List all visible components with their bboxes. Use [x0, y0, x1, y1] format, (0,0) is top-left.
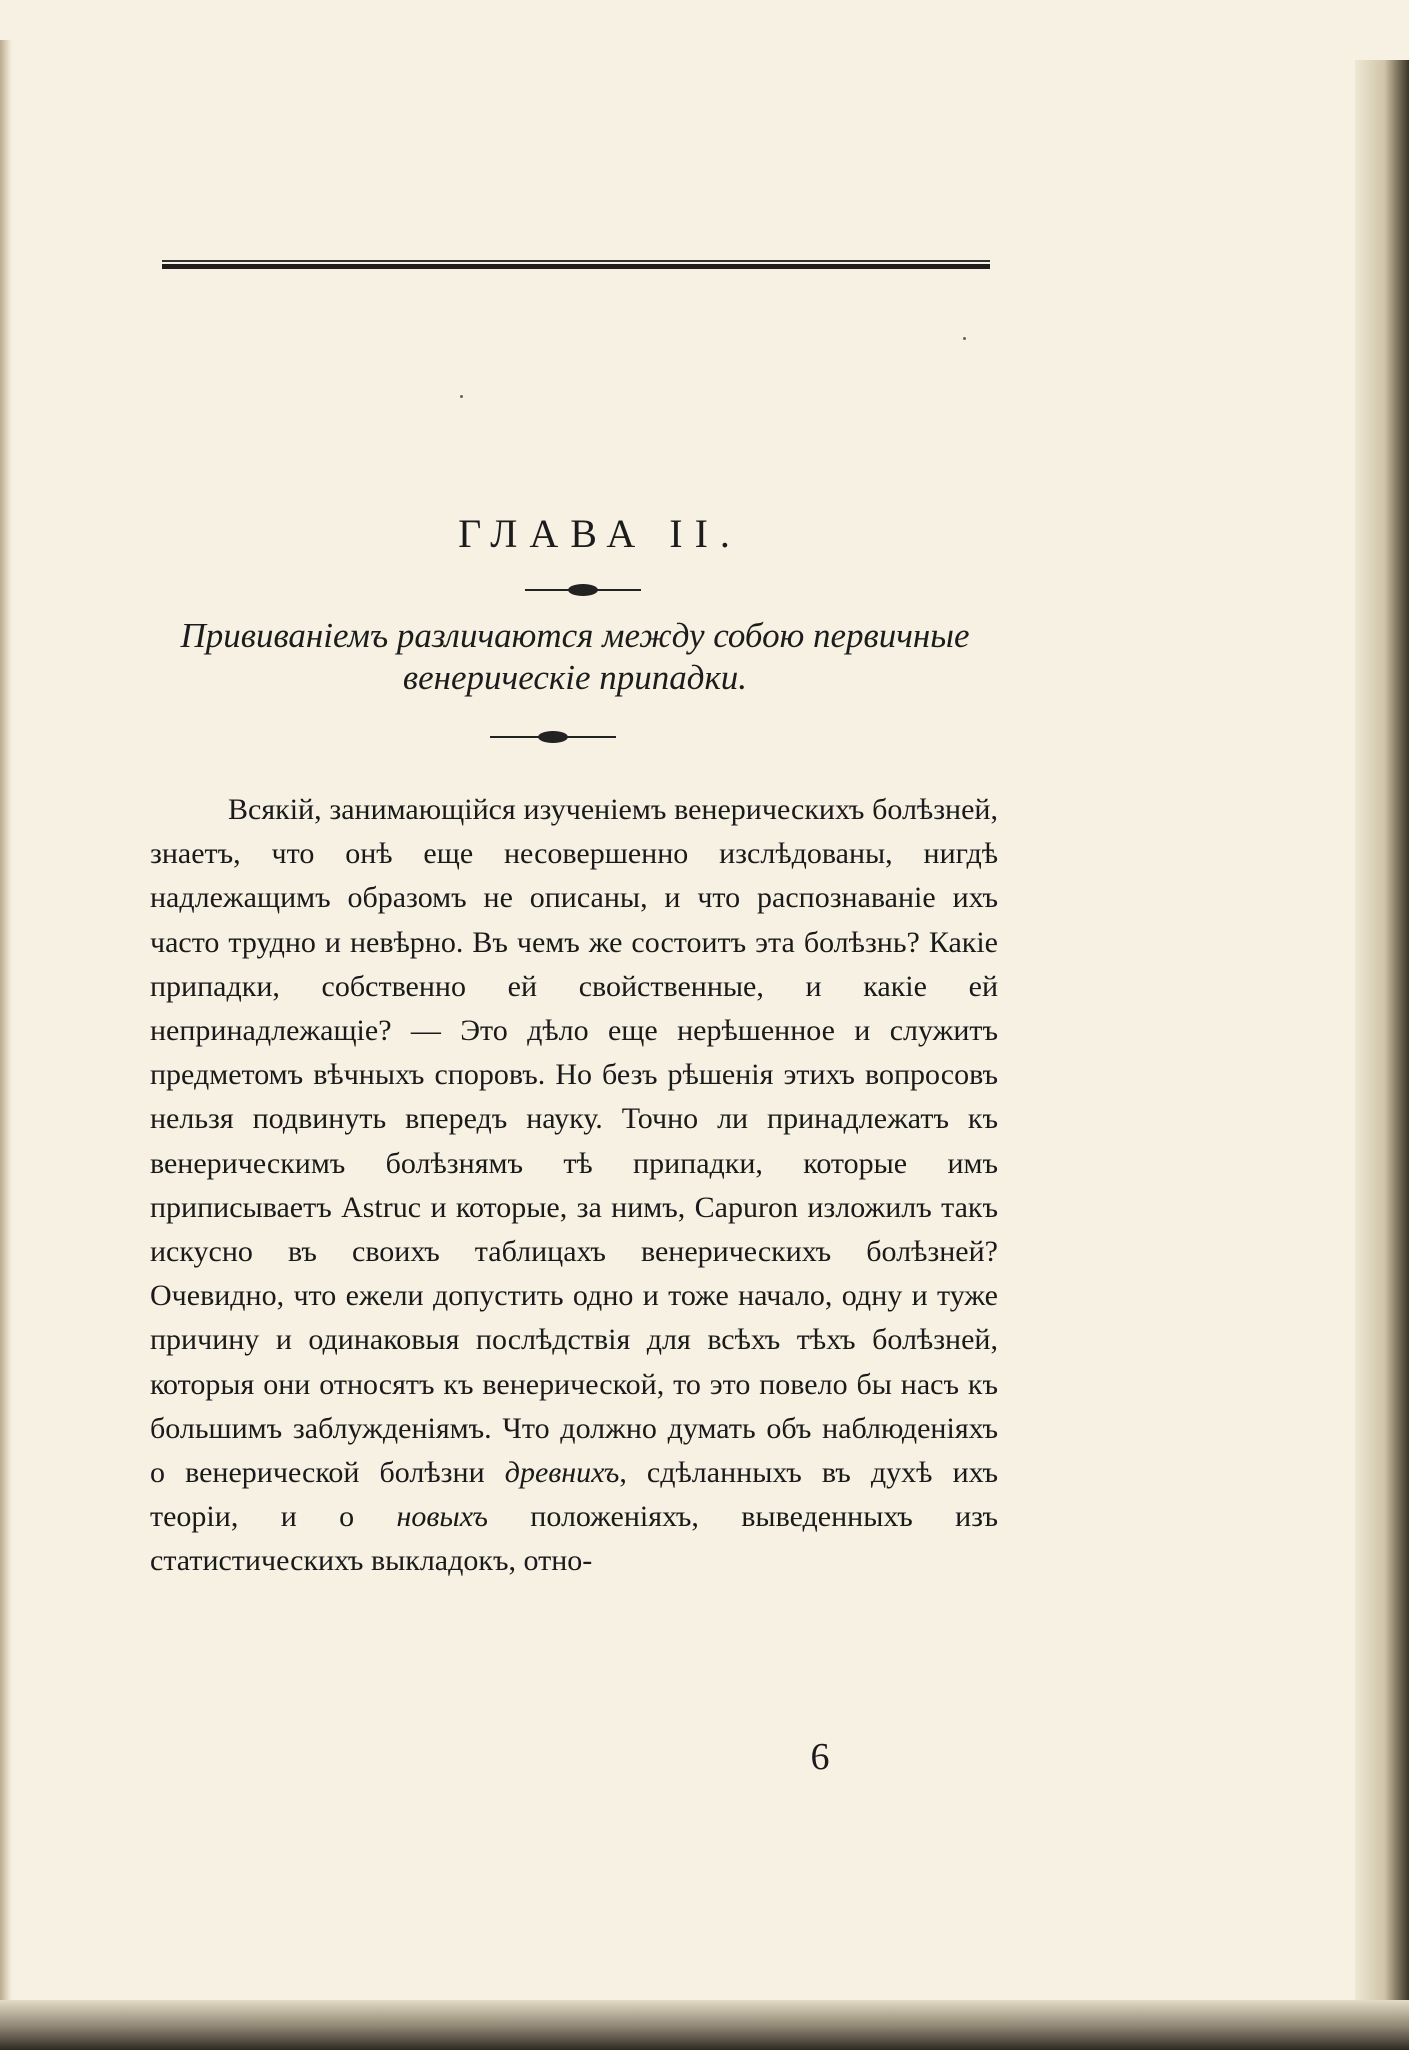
ornament-divider-top [525, 587, 641, 593]
rule-thick-line [162, 264, 990, 269]
italic-term-ancient: древнихъ [504, 1456, 620, 1490]
body-text-segment: положеніяхъ, выведенныхъ изъ статистическихъ выкладокъ, отно- [150, 1500, 999, 1578]
header-double-rule [162, 260, 990, 270]
page-number: 6 [810, 1736, 830, 1778]
rule-thin-line [162, 260, 990, 262]
print-speck [963, 337, 966, 340]
print-speck [460, 395, 463, 398]
body-text-segment: , сдѣланныхъ въ духѣ ихъ теоріи, и о [150, 1456, 999, 1534]
ornament-knot [568, 584, 598, 596]
body-paragraph [150, 788, 998, 1584]
ornament-knot [538, 731, 568, 743]
chapter-title: ГЛАВА II. [458, 511, 742, 556]
page-bottom-edge [0, 2000, 1409, 2050]
page-left-edge [0, 40, 12, 2000]
ornament-divider-bottom [490, 734, 616, 740]
page-binding-shadow [1355, 60, 1409, 2050]
body-text-segment: Всякій, занимающійся изученіемъ венерическихъ болѣзней, знаетъ, что онѣ еще несовершенно изслѣдованы, нигдѣ надлежащимъ образомъ не описаны, и что распознаваніе ихъ часто трудно и невѣрно. Въ чемъ же состоитъ эта болѣзнь? Какіе припадки, собственно ей свойственные, и какіе ей непринадлежащіе? — Это дѣло еще нерѣшенное и служитъ предметомъ вѣчныхъ споровъ. Но безъ рѣшенія этихъ вопросовъ нельзя подвинуть впередъ науку. Точно ли принадлежатъ къ венерическимъ болѣзнямъ тѣ припадки, которые имъ приписываетъ Astruc и которые, за нимъ, Capuron изложилъ такъ искусно въ своихъ таблицахъ венерическихъ болѣзней? Очевидно, что ежели допустить одно и тоже начало, одну и туже причину и одинаковыя послѣдствія для всѣхъ тѣхъ болѣзней, которыя они относятъ къ венерической, то это повело бы насъ къ большимъ заблужденіямъ. Что должно думать объ наблюденіяхъ о венерической болѣзни [150, 793, 998, 1490]
chapter-subtitle: Прививаніемъ различаются между собою первичные венерическіе припадки. [180, 616, 970, 697]
italic-term-new: новыхъ [396, 1500, 488, 1534]
